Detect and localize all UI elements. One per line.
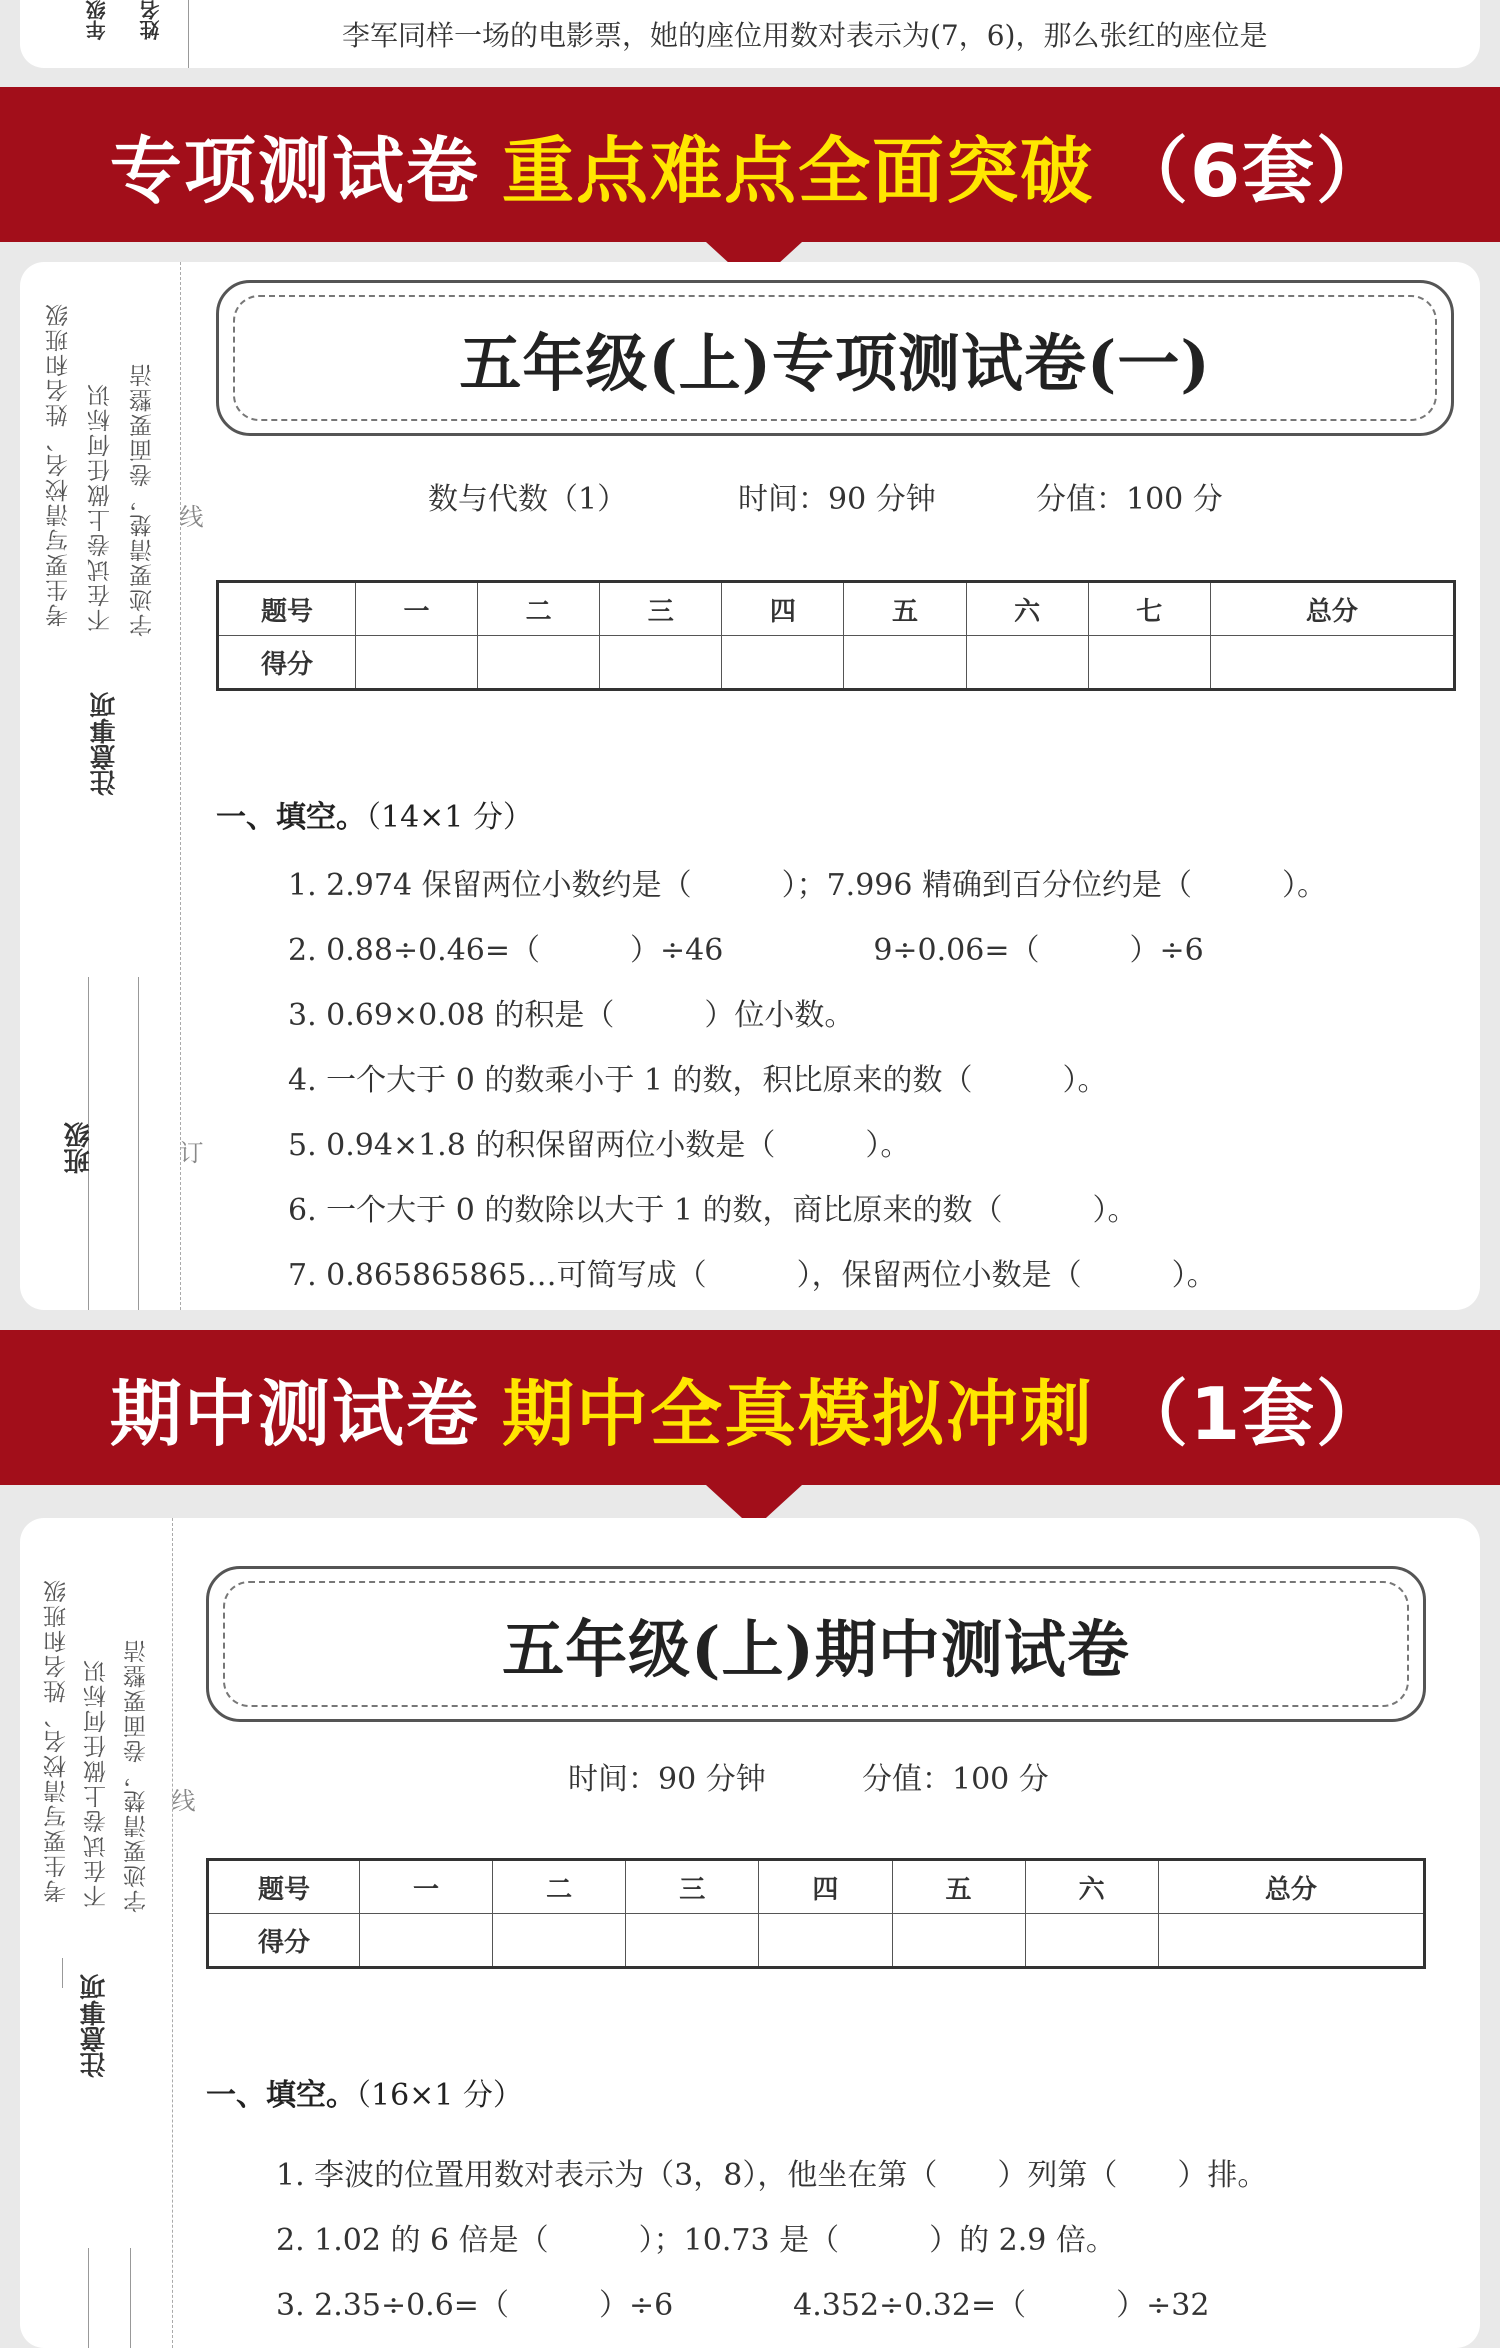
score-label: 分值：100 分 — [862, 1762, 1049, 1797]
binding-line — [88, 2248, 89, 2348]
line-mark: 线 — [167, 1788, 195, 1812]
side-note: 字迹要清楚，卷面要整洁 — [124, 1638, 150, 1913]
section-title: 一、填空。 — [216, 800, 366, 835]
table-header: 题号 — [208, 1860, 360, 1914]
score-cell[interactable] — [626, 1914, 759, 1968]
notice-label: 注意事项 — [90, 692, 120, 796]
section-title: 一、填空。 — [206, 2078, 356, 2113]
table-row — [208, 1914, 1425, 1968]
time-label: 时间：90 分钟 — [738, 482, 936, 517]
table-header: 总分 — [1210, 582, 1454, 636]
section-heading — [206, 2070, 523, 2114]
score-cell[interactable] — [600, 636, 722, 690]
banner-highlight: 期中全真模拟冲刺 — [501, 1371, 1094, 1456]
table-header: 六 — [1025, 1860, 1158, 1914]
score-label: 分值：100 分 — [1036, 482, 1223, 517]
score-cell[interactable] — [356, 636, 478, 690]
score-cell[interactable] — [1210, 636, 1454, 690]
side-note: 考生要写清校名、姓名和班级 — [46, 302, 72, 627]
top-paper-fragment — [20, 0, 1480, 68]
name-label: 姓名 — [139, 0, 163, 40]
subject-label: 数与代数（1） — [428, 482, 628, 517]
score-cell[interactable] — [360, 1914, 493, 1968]
table-header: 四 — [759, 1860, 892, 1914]
question-item: 6. 一个大于 0 的数除以大于 1 的数，商比原来的数（ ）。 — [288, 1193, 1138, 1228]
question-item: 4. 一个大于 0 的数乘小于 1 的数，积比原来的数（ ）。 — [288, 1063, 1108, 1098]
score-cell[interactable] — [966, 636, 1088, 690]
table-header: 一 — [356, 582, 478, 636]
question-item: 1. 2.974 保留两位小数约是（ ）；7.996 精确到百分位约是（ ）。 — [288, 868, 1327, 903]
side-note: 不在试卷上做任何标识 — [88, 382, 114, 632]
section-heading — [216, 792, 533, 836]
score-cell[interactable] — [759, 1914, 892, 1968]
score-cell[interactable] — [1088, 636, 1210, 690]
question-item: 7. 0.865865865…可简写成（ ），保留两位小数是（ ）。 — [288, 1258, 1217, 1293]
table-header: 题号 — [218, 582, 356, 636]
table-header: 二 — [493, 1860, 626, 1914]
score-cell[interactable] — [1158, 1914, 1424, 1968]
score-cell[interactable] — [844, 636, 966, 690]
table-header: 一 — [360, 1860, 493, 1914]
side-note: 不在试卷上做任何标识 — [84, 1658, 110, 1908]
question-item: 3. 0.69×0.08 的积是（ ）位小数。 — [288, 998, 855, 1033]
question-item: 1. 李波的位置用数对表示为（3，8），他坐在第（ ）列第（ ）排。 — [276, 2158, 1268, 2193]
banner-count: （6套） — [1115, 128, 1391, 213]
table-header: 三 — [600, 582, 722, 636]
question-item: 2. 0.88÷0.46=（ ）÷46 9÷0.06=（ ）÷6 — [288, 933, 1204, 968]
score-table — [216, 580, 1456, 691]
exam-paper-midterm — [20, 1518, 1480, 2348]
grade-label: 年级 — [85, 0, 109, 40]
paper-title: 五年级(上)期中测试卷 — [223, 1581, 1409, 1707]
score-cell[interactable] — [1025, 1914, 1158, 1968]
banner-count: （1套） — [1115, 1371, 1391, 1456]
title-frame — [216, 280, 1454, 436]
table-header: 六 — [966, 582, 1088, 636]
exam-paper-special — [20, 262, 1480, 1310]
title-frame — [206, 1566, 1426, 1722]
banner-midterm — [0, 1330, 1500, 1485]
class-label: 班级 — [64, 1122, 94, 1174]
section-points: （14×1 分） — [366, 800, 533, 835]
score-cell[interactable] — [722, 636, 844, 690]
question-item: 5. 0.94×1.8 的积保留两位小数是（ ）。 — [288, 1128, 911, 1163]
binding-line — [188, 0, 189, 68]
banner-special-tests — [0, 87, 1500, 242]
question-item: 2. 1.02 的 6 倍是（ ）；10.73 是（ ）的 2.9 倍。 — [276, 2223, 1116, 2258]
table-header: 四 — [722, 582, 844, 636]
table-row — [218, 582, 1455, 636]
binding-line — [62, 1958, 63, 1988]
time-label: 时间：90 分钟 — [568, 1762, 766, 1797]
score-cell[interactable] — [892, 1914, 1025, 1968]
top-question-line: 李军同样一场的电影票，她的座位用数对表示为(7，6)，那么张红的座位是 — [342, 19, 1268, 52]
table-header: 五 — [844, 582, 966, 636]
binding-line — [138, 977, 139, 1310]
banner-title: 专项测试卷 — [109, 128, 480, 213]
table-header: 七 — [1088, 582, 1210, 636]
paper-title: 五年级(上)专项测试卷(一) — [233, 295, 1437, 421]
score-table — [206, 1858, 1426, 1969]
question-item: 3. 2.35÷0.6=（ ）÷6 4.352÷0.32=（ ）÷32 — [276, 2288, 1210, 2323]
table-header: 二 — [478, 582, 600, 636]
fold-line — [172, 1518, 173, 2348]
row-label: 得分 — [218, 636, 356, 690]
side-note: 考生要写清校名、姓名和班级 — [44, 1578, 70, 1903]
ding-mark: 订 — [175, 1140, 203, 1164]
row-label: 得分 — [208, 1914, 360, 1968]
table-header: 五 — [892, 1860, 1025, 1914]
notice-label: 注意事项 — [80, 1974, 110, 2078]
side-note: 字迹要清楚，卷面要整洁 — [130, 362, 156, 637]
score-cell[interactable] — [478, 636, 600, 690]
table-row — [208, 1860, 1425, 1914]
binding-line — [130, 2248, 131, 2348]
section-points: （16×1 分） — [356, 2078, 523, 2113]
banner-title: 期中测试卷 — [109, 1371, 480, 1456]
line-mark: 线 — [175, 504, 203, 528]
table-header: 总分 — [1158, 1860, 1424, 1914]
banner-highlight: 重点难点全面突破 — [501, 128, 1094, 213]
table-row — [218, 636, 1455, 690]
table-header: 三 — [626, 1860, 759, 1914]
score-cell[interactable] — [493, 1914, 626, 1968]
